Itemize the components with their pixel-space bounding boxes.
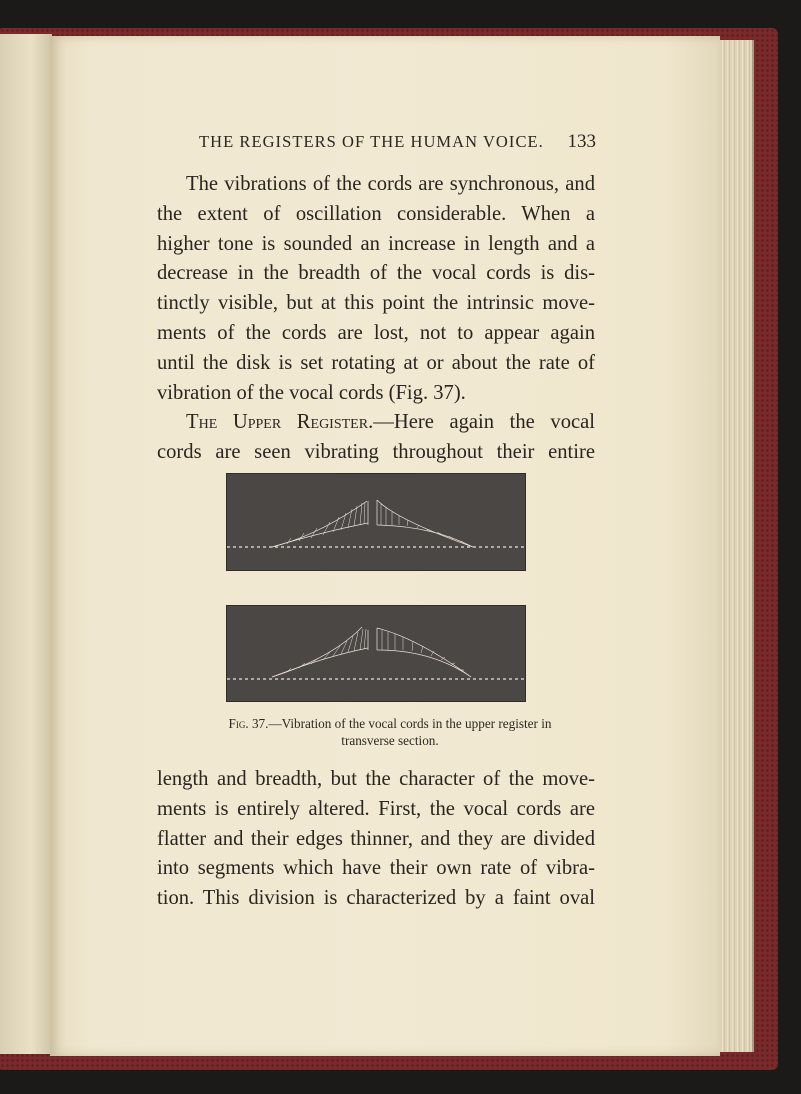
text-line: tinctly visible, but at this point the intrinsic move- [157,292,595,315]
text-line: cords are seen vibrating throughout their entire [157,441,595,464]
body-text-top [157,170,595,468]
text-line: ments of the cords are lost, not to appear again [157,321,595,344]
section-heading-rest: —Here again the vocal [373,411,596,434]
figure-37-lower-panel [226,605,526,702]
text-line: the extent of oscillation considerable. When a [157,202,595,225]
running-head-title: THE REGISTERS OF THE HUMAN VOICE. [199,132,544,151]
left-page-edge [0,34,52,1054]
text-line: length and breadth, but the character of the move- [157,768,595,790]
figure-label: Fig. 37. [228,716,269,731]
text-line: until the disk is set rotating at or about the rate of [157,351,595,374]
figure-caption [190,715,590,749]
text-line: flatter and their edges thinner, and they are divided [157,827,595,850]
text-line: ments is entirely altered. First, the vocal cords are [157,797,595,820]
running-head [199,131,596,153]
text-line: decrease in the breadth of the vocal cords is dis- [157,262,595,285]
text-line: higher tone is sounded an increase in length and a [157,232,595,255]
text-line: The vibrations of the cords are synchronous, and [186,173,595,195]
page-number: 133 [567,131,596,152]
page-edges [716,40,754,1052]
section-heading: The Upper Register. [186,411,374,434]
caption-line-1 [190,715,590,732]
caption-line-2: transverse section. [341,733,439,748]
caption-text: —Vibration of the vocal cords in the upper register in [268,716,552,731]
figure-37-upper-panel [226,473,526,571]
section-heading-line [157,408,595,438]
text-line: into segments which have their own rate of vibra- [157,857,595,880]
text-line: vibration of the vocal cords (Fig. 37). [157,381,466,404]
body-text-bottom [157,765,595,914]
text-line: tion. This division is characterized by a faint oval [157,887,595,910]
